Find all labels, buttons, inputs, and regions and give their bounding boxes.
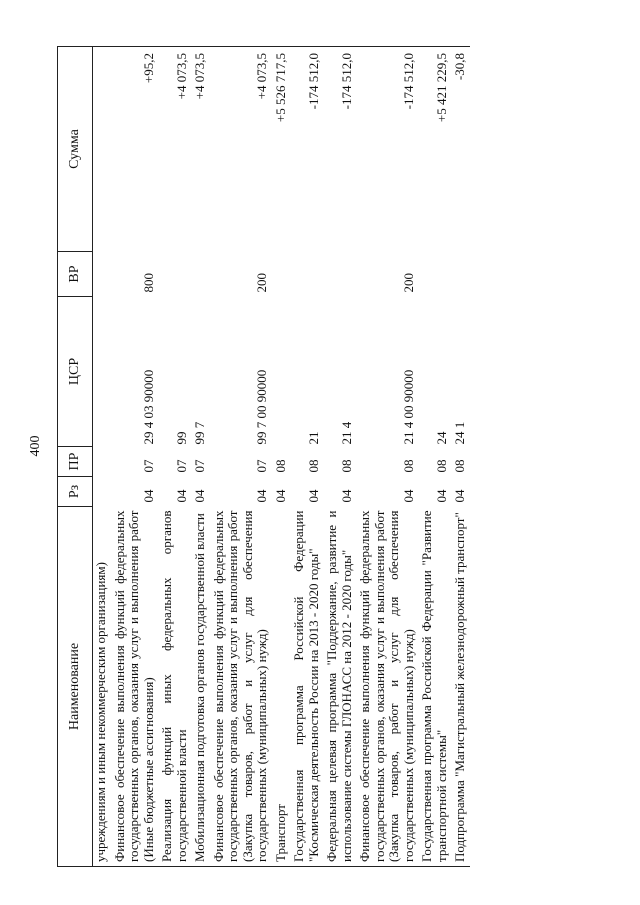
- table-row: [274, 47, 293, 867]
- row-rz: 04: [173, 489, 189, 503]
- row-vr: [453, 252, 470, 297]
- row-sum: [93, 47, 113, 252]
- row-name: Реализация функций иных федеральных органов государственной власти: [160, 507, 193, 867]
- row-rz: 04: [338, 489, 354, 503]
- row-name: Государственная программа Российской Федерации "Развитие транспортной системы": [420, 507, 453, 867]
- row-name: Федеральная целевая программа "Поддержание, развитие и использование системы ГЛОНАСС на 2012 - 2020 годы": [325, 507, 358, 867]
- row-vr: 200: [400, 273, 416, 293]
- row-vr: 800: [140, 273, 156, 293]
- row-rz: 04: [192, 489, 207, 503]
- row-pr: 08: [452, 459, 467, 473]
- row-rz: 04: [433, 489, 449, 503]
- row-sum: +5 421 229,5: [420, 47, 453, 252]
- row-vr: [325, 252, 358, 297]
- table-row: [113, 47, 161, 867]
- row-pr: 08: [272, 459, 288, 473]
- row-sum: -174 512,0: [358, 47, 420, 252]
- row-vr: [274, 252, 293, 297]
- row-name: учреждениям и иным некоммерческим организациям): [93, 507, 113, 867]
- row-csr: 21 4: [338, 421, 354, 445]
- row-sum: +4 073,5: [212, 47, 274, 252]
- row-csr: [93, 297, 113, 447]
- row-name: Мобилизационная подготовка органов государственной власти: [193, 507, 212, 867]
- row-vr: [160, 252, 193, 297]
- row-sum: +95,2: [113, 47, 161, 252]
- row-rz: 04: [305, 489, 321, 503]
- budget-table: [57, 46, 470, 867]
- row-sum: +5 526 717,5: [274, 47, 293, 252]
- row-pr: [93, 447, 113, 477]
- row-name: Финансовое обеспечение выполнения функций федеральных государственных органов, оказания услуг и выполнения работ (Закупка товаров, работ и услуг для обеспечения государственных (муниципальных) нужд): [358, 507, 420, 867]
- row-rz: 04: [254, 489, 269, 503]
- header-sum: Сумма: [58, 47, 93, 252]
- row-name: Финансовое обеспечение выполнения функций федеральных государственных органов, оказания услуг и выполнения работ (Иные бюджетные ассигнования): [113, 507, 161, 867]
- row-sum: +4 073,5: [193, 47, 212, 252]
- row-pr: 08: [433, 459, 449, 473]
- row-name: Подпрограмма "Магистральный железнодорожный транспорт": [453, 507, 470, 867]
- table-row: [325, 47, 358, 867]
- row-sum: -30,8: [453, 47, 470, 252]
- header-vr: ВР: [58, 252, 93, 297]
- row-rz: 04: [400, 489, 416, 503]
- table-header: [58, 47, 93, 867]
- row-pr: 08: [305, 459, 321, 473]
- row-rz: 04: [272, 489, 288, 503]
- row-vr: 200: [254, 273, 269, 293]
- row-rz: 04: [140, 489, 156, 503]
- row-pr: 07: [254, 459, 269, 473]
- row-csr: 24: [433, 431, 449, 445]
- row-csr: [274, 297, 293, 447]
- row-name: Государственная программа Российской Федерации "Космическая деятельность России на 2013 - 2020 годы": [292, 507, 325, 867]
- table-row: [93, 47, 113, 867]
- rotated-page-content: [57, 47, 605, 867]
- row-csr: 29 4 03 90000: [140, 369, 156, 445]
- row-pr: 07: [140, 459, 156, 473]
- row-pr: 08: [400, 459, 416, 473]
- row-pr: 07: [173, 459, 189, 473]
- header-rz: Рз: [58, 477, 93, 507]
- row-csr: 21 4 00 90000: [400, 369, 416, 445]
- header-pr: ПР: [58, 447, 93, 477]
- table-row: [358, 47, 420, 867]
- header-name: Наименование: [58, 507, 93, 867]
- table-row: [453, 47, 470, 867]
- row-csr: 99 7 00 90000: [254, 369, 269, 445]
- row-csr: 24 1: [452, 421, 467, 445]
- row-vr: [420, 252, 453, 297]
- row-csr: 99: [173, 431, 189, 445]
- row-sum: -174 512,0: [292, 47, 325, 252]
- row-vr: [292, 252, 325, 297]
- row-pr: 07: [192, 459, 207, 473]
- table-row: [292, 47, 325, 867]
- row-sum: +4 073,5: [160, 47, 193, 252]
- table-body: [93, 47, 470, 867]
- row-csr: 99 7: [192, 421, 207, 445]
- row-vr: [193, 252, 212, 297]
- row-name: Финансовое обеспечение выполнения функций федеральных государственных органов, оказания услуг и выполнения работ (Закупка товаров, работ и услуг для обеспечения государственных (муниципальных) нужд): [212, 507, 274, 867]
- page-number: 400: [28, 435, 43, 457]
- row-vr: [93, 252, 113, 297]
- table-row: [193, 47, 212, 867]
- table-row: [160, 47, 193, 867]
- row-name: Транспорт: [274, 507, 293, 867]
- row-pr: 08: [338, 459, 354, 473]
- table-row: [212, 47, 274, 867]
- row-csr: 21: [305, 431, 321, 445]
- table-row: [420, 47, 453, 867]
- row-sum: -174 512,0: [325, 47, 358, 252]
- header-csr: ЦСР: [58, 297, 93, 447]
- row-rz: 04: [452, 489, 467, 503]
- row-rz: [93, 477, 113, 507]
